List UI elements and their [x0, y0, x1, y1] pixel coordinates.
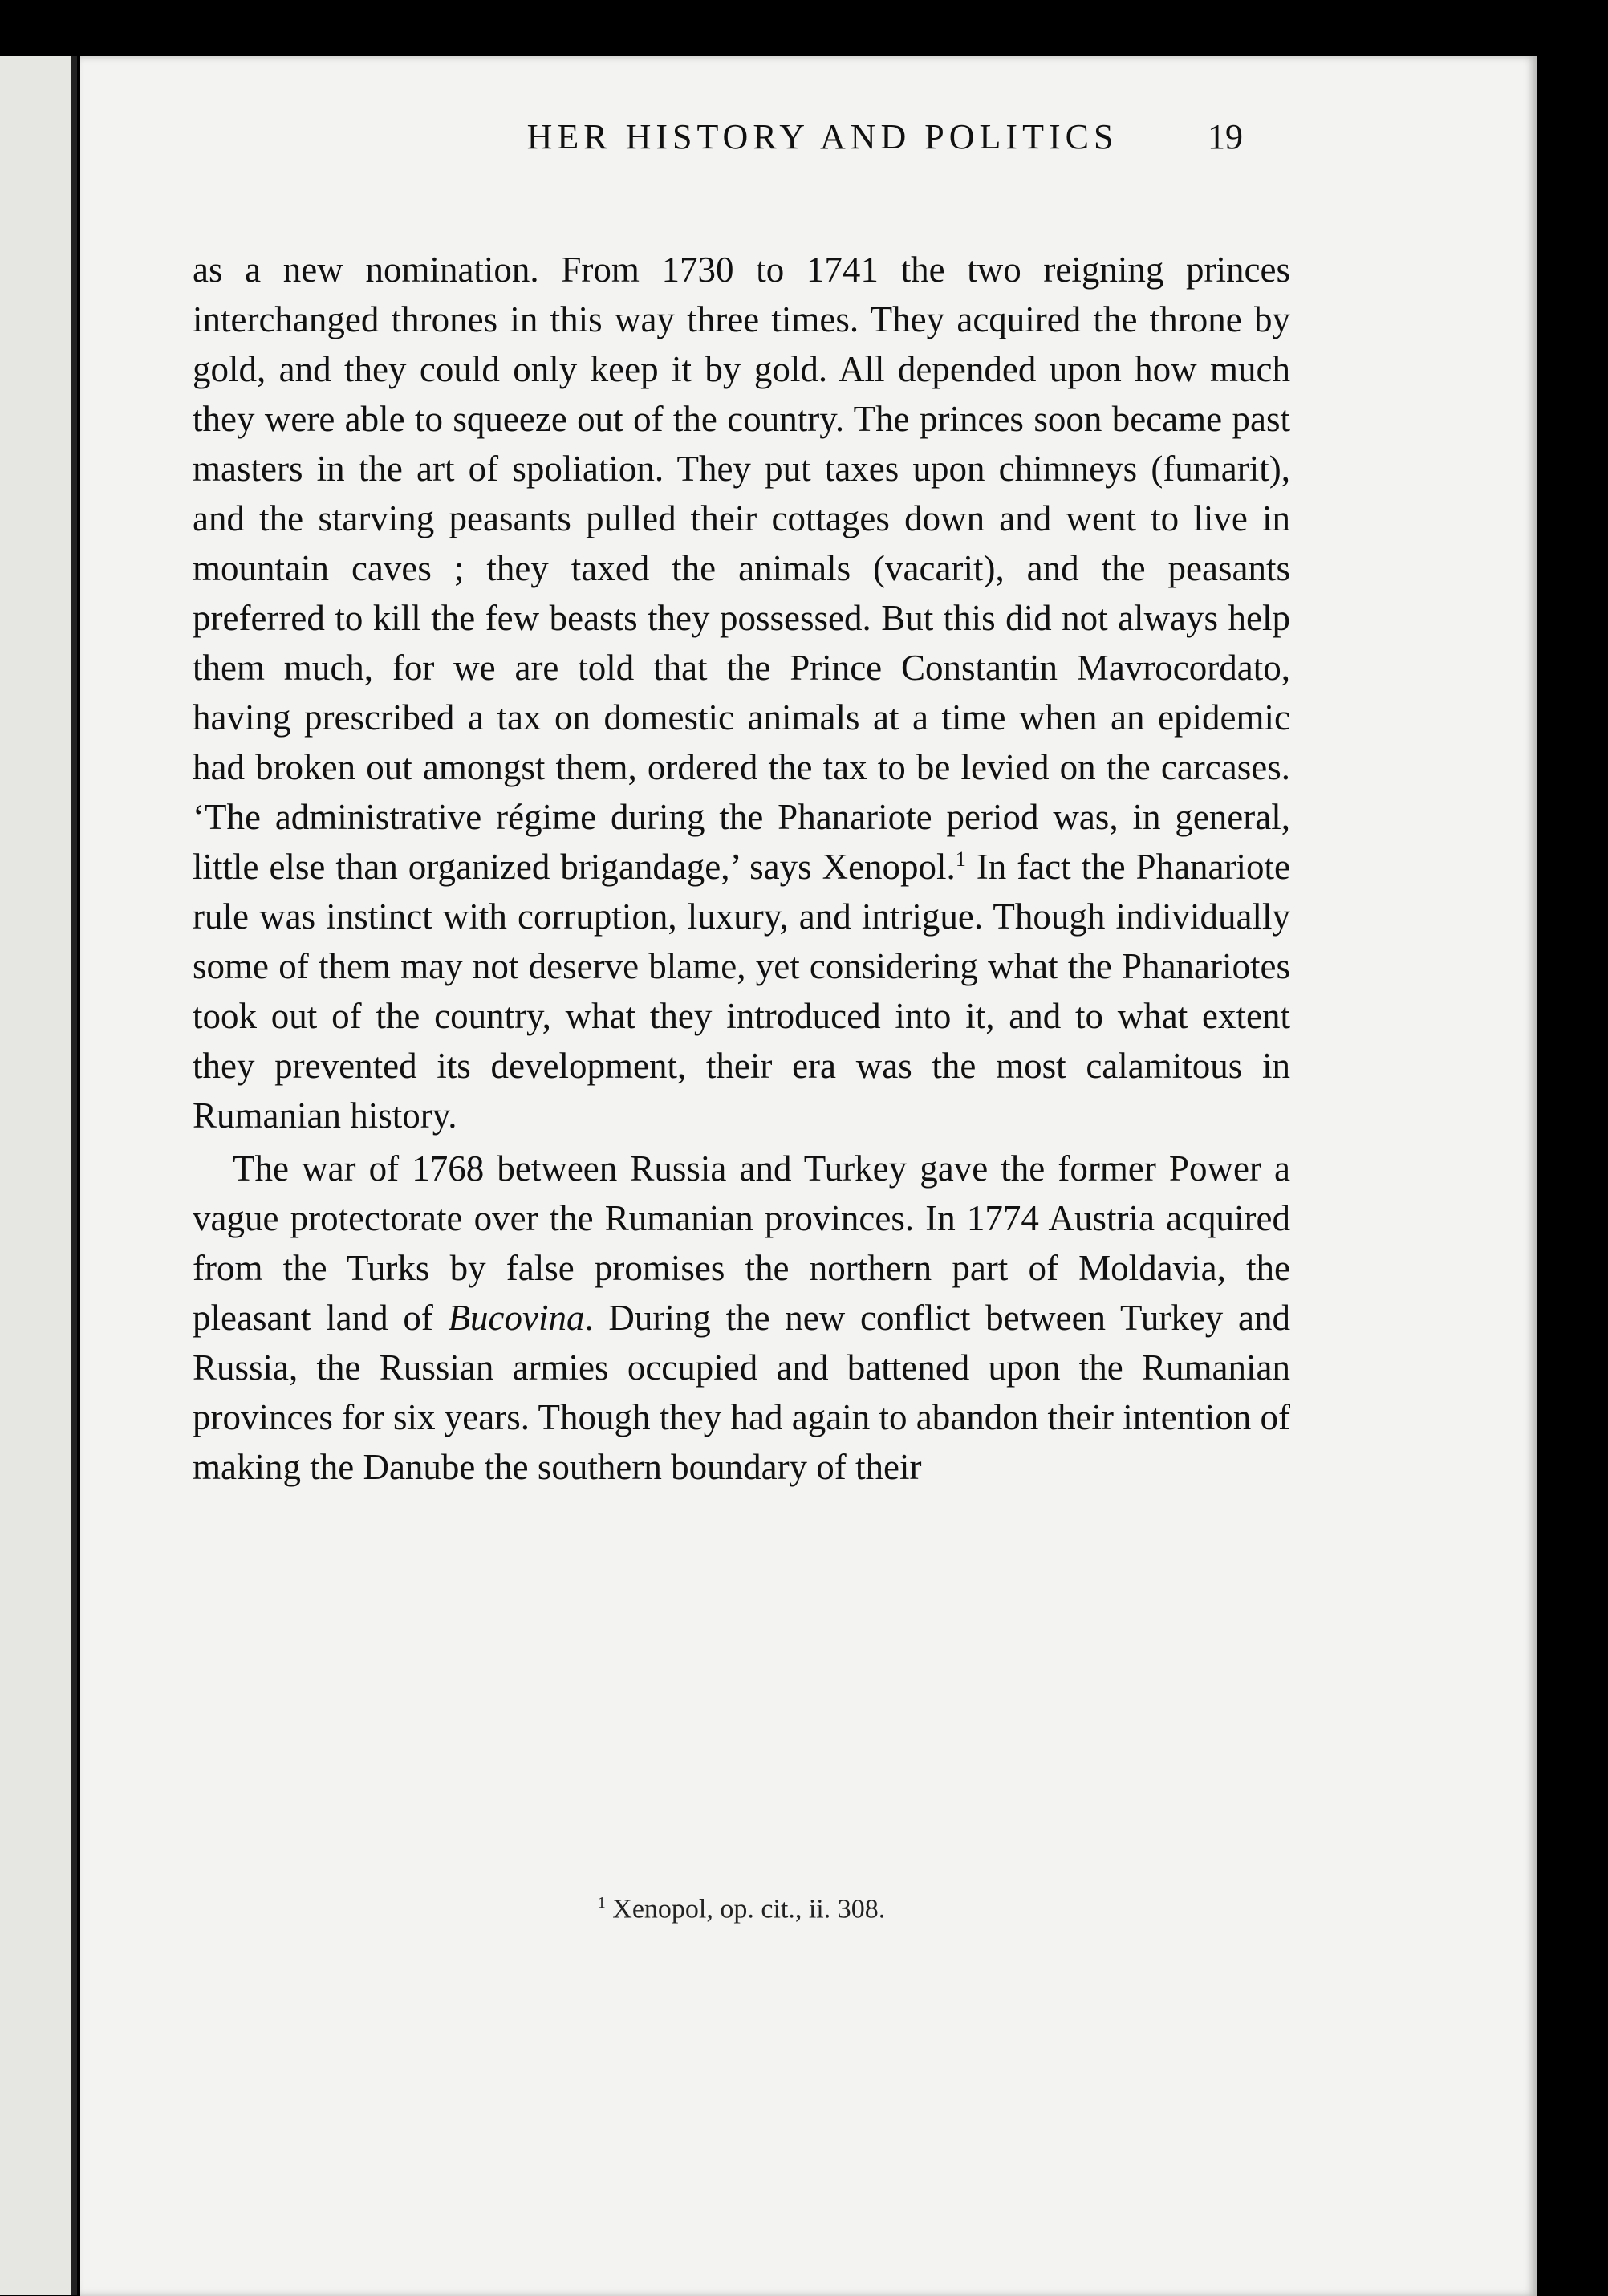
- footnote-marker: 1: [597, 1894, 606, 1912]
- footnote: [193, 1894, 1290, 1924]
- previous-page-edge: [0, 56, 74, 2295]
- paragraph-text: The war of 1768 between Russia and Turkey gave the former Power a vague protectorate over the Rumanian provinces. In 1774 Austria acquired from the Turks by false promises the northern part of Moldavia, the pleasant land of: [193, 1148, 1290, 1338]
- running-head: HER HISTORY AND POLITICS: [526, 117, 1119, 156]
- paragraph-text: In fact the Phanariote rule was instinct with corruption, luxury, and intrigue. Though individually some of them may not deserve blame, yet considering what the Phanariotes took out of the country, what they introduced into it, and to what extent they prevented its development, their era was the most calamitous in Rumanian history.: [193, 847, 1290, 1136]
- paragraph: [193, 1144, 1290, 1492]
- page-gutter: [71, 56, 77, 2295]
- page-number: 19: [1208, 117, 1243, 156]
- footnote-text: Xenopol, op. cit., ii. 308.: [605, 1894, 886, 1924]
- italic-term: Bucovina: [448, 1298, 585, 1338]
- paragraph: [193, 245, 1290, 1140]
- paragraph-text: as a new nomination. From 1730 to 1741 the two reigning princes interchanged thrones in this way three times. They acquired the throne by gold, and they could only keep it by gold. All depended upon how much they were able to squeeze out of the country. The princes soon became past masters in the art of spoliation. They put taxes upon chimneys (fumarit), and the starving peasants pulled their cottages down and went to live in mountain caves ; they taxed the animals (vacarit), and the peasants preferred to kill the few beasts they possessed. But this did not always help them much, for we are told that the Prince Constantin Mavrocordato, having prescribed a tax on domestic animals at a time when an epidemic had broken out amongst them, ordered the tax to be levied on the carcases. ‘The administrative régime during the Phanariote period was, in general, little else than organized brigandage,’ says Xenopol.: [193, 250, 1290, 887]
- footnote-reference: 1: [955, 847, 966, 871]
- paragraph-text: . During the new conflict between Turkey and Russia, the Russian armies occupied and battened upon the Rumanian provinces for six years. Though they had again to abandon their intention of making the Danube the southern boundary of their: [193, 1298, 1290, 1487]
- body-text: [193, 245, 1290, 1492]
